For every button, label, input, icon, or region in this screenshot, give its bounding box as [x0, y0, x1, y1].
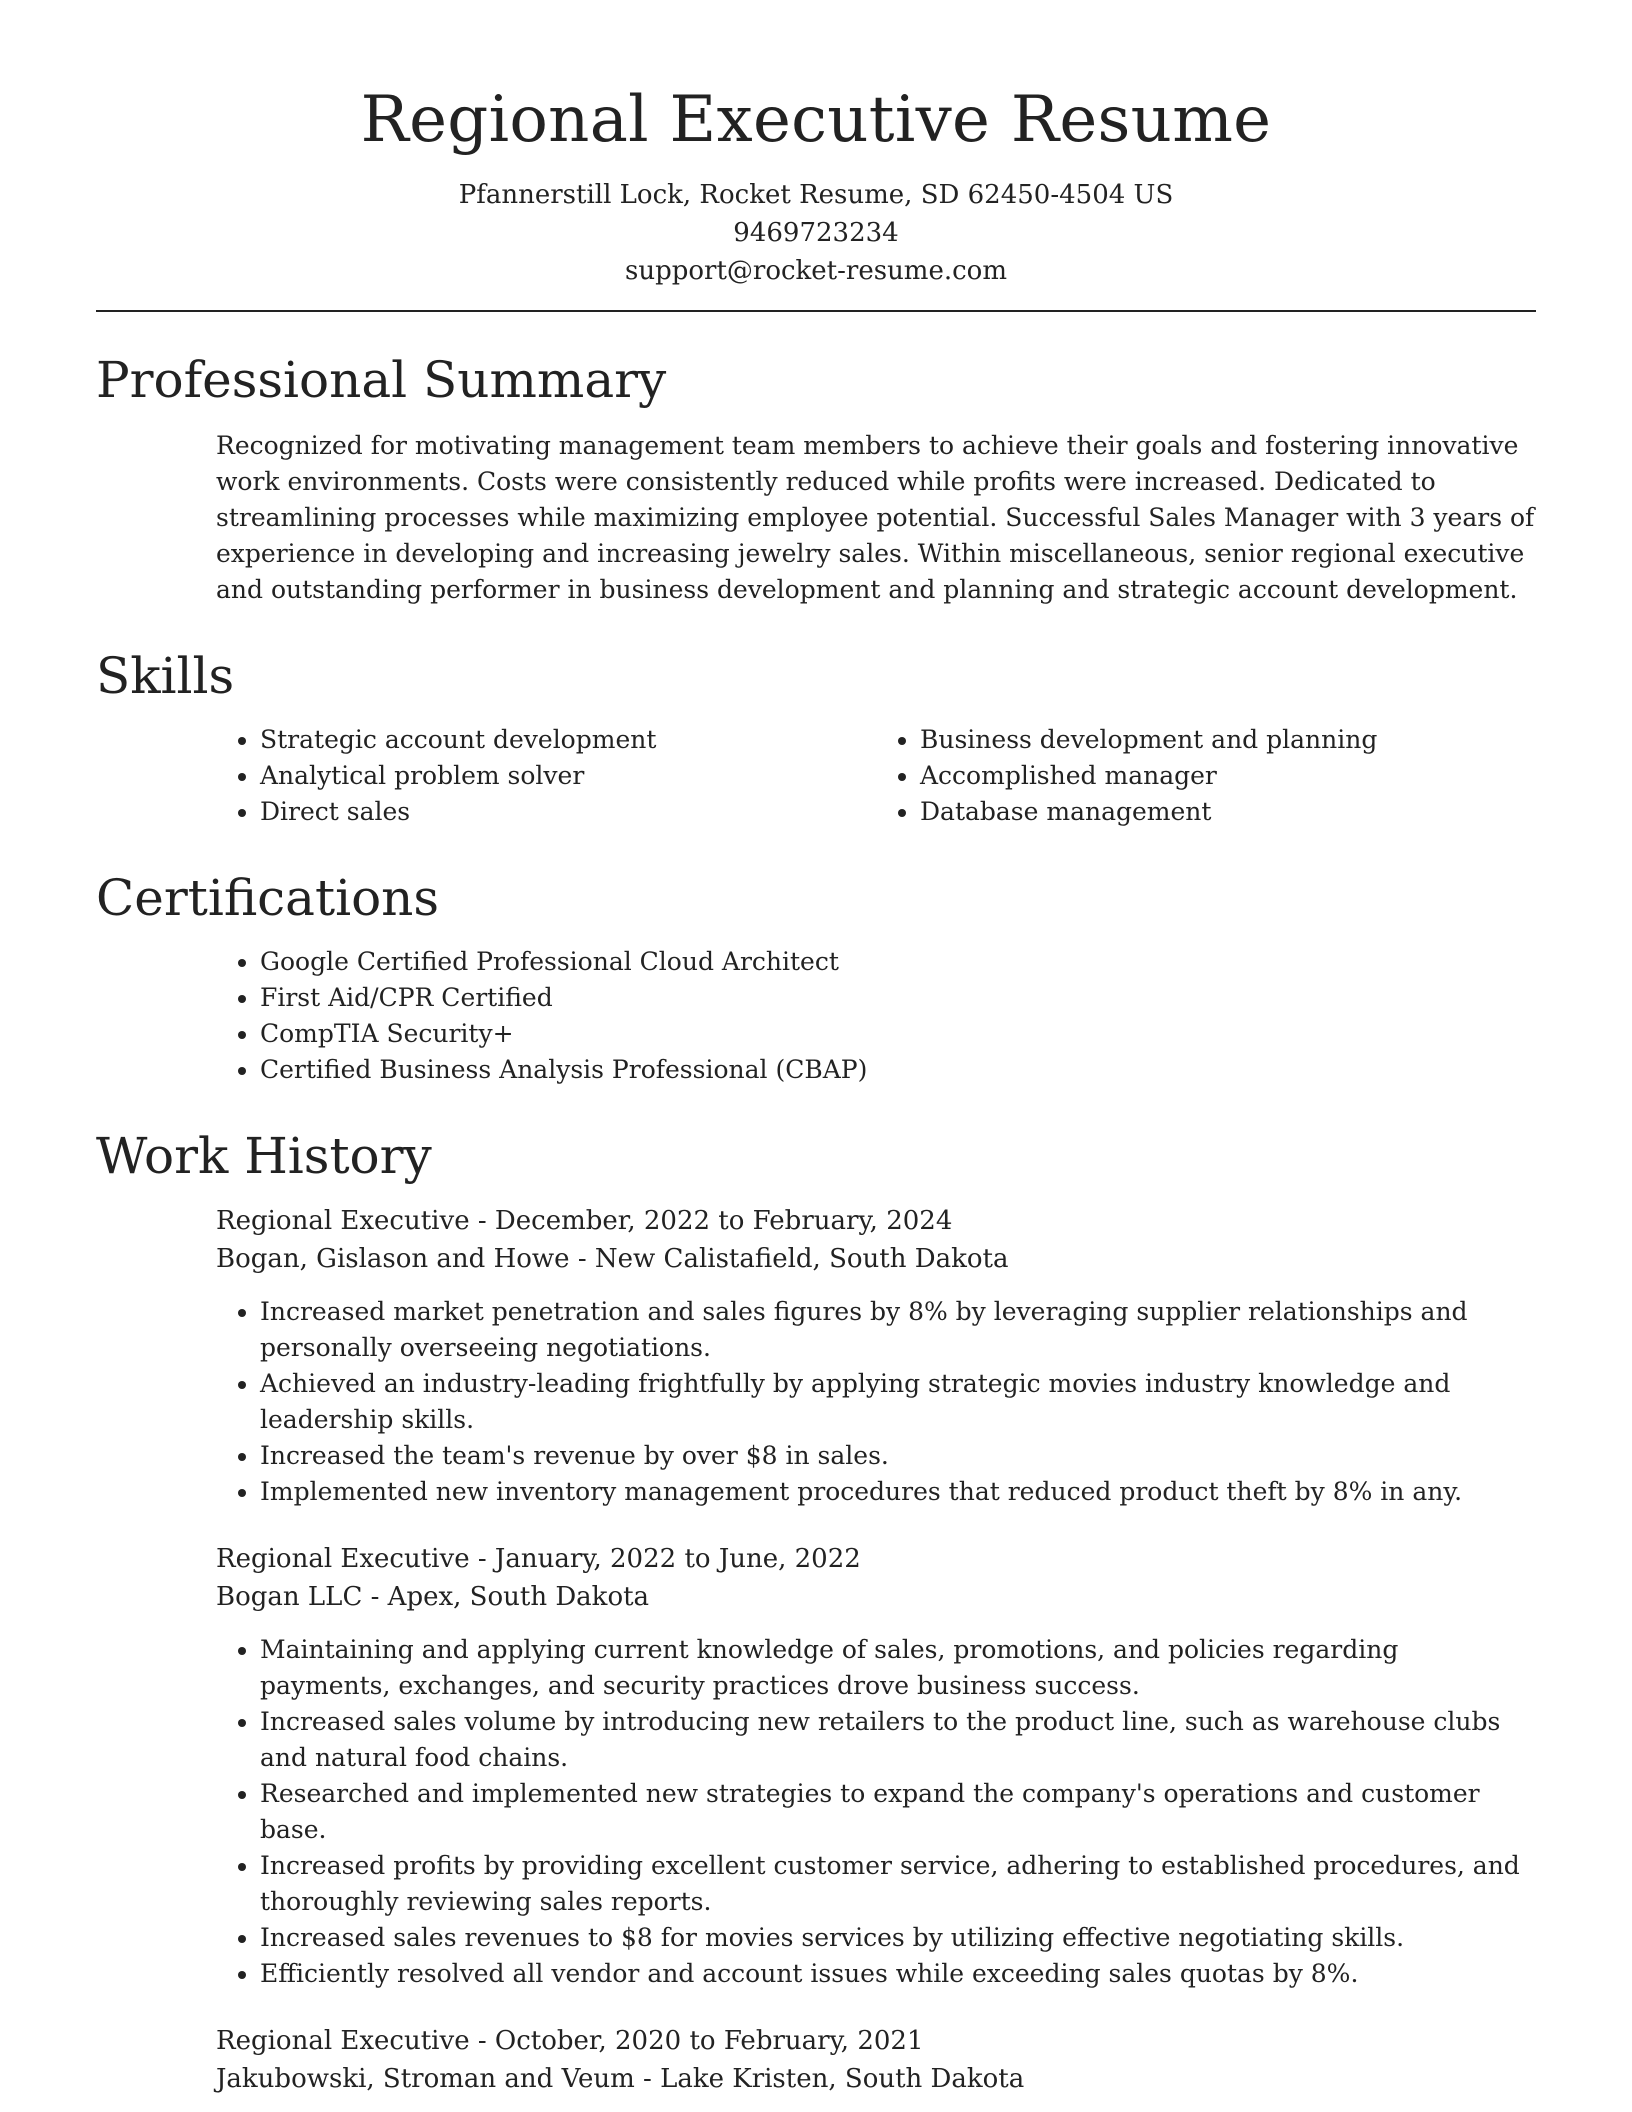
job-bullet: • Maintaining and applying current knowledge of sales, promotions, and policies regarding payments, exchanges, and security practices drove business success.	[260, 1632, 1536, 1704]
skill-item: • Direct sales	[260, 794, 876, 830]
work-history-heading: Work History	[96, 1126, 432, 1185]
job-company-line: Jakubowski, Stroman and Veum - Lake Kristen, South Dakota	[216, 2063, 1025, 2094]
skills-heading: Skills	[96, 646, 235, 705]
job-company-line: Bogan, Gislason and Howe - New Calistafield, South Dakota	[216, 1243, 1009, 1274]
job-role: Regional Executive	[216, 1543, 470, 1574]
job-entry	[216, 2022, 1536, 2098]
job-entry	[216, 1540, 1536, 1992]
job-dates: October, 2020 to February, 2021	[494, 2025, 924, 2056]
job-title-line: Regional Executive - December, 2022 to February, 2024	[216, 1205, 953, 1236]
job-bullet: • Researched and implemented new strategies to expand the company's operations and customer base.	[260, 1776, 1536, 1848]
job-dates: January, 2022 to June, 2022	[494, 1543, 861, 1574]
certifications-section	[96, 944, 1536, 1088]
certification-item: • Google Certified Professional Cloud Architect	[260, 944, 1536, 980]
skills-list-right	[876, 722, 1536, 830]
job-company: Jakubowski, Stroman and Veum	[216, 2063, 635, 2094]
summary-section	[96, 428, 1536, 608]
skills-section	[96, 722, 1536, 830]
certification-item: • First Aid/CPR Certified	[260, 980, 1536, 1016]
certification-item: • Certified Business Analysis Professional (CBAP)	[260, 1052, 1536, 1088]
skill-item: • Accomplished manager	[920, 758, 1536, 794]
certification-item: • CompTIA Security+	[260, 1016, 1536, 1052]
contact-address: Pfannerstill Lock, Rocket Resume, SD 62450-4504 US	[458, 179, 1174, 210]
certifications-heading: Certifications	[96, 868, 440, 927]
job-bullet: • Increased sales volume by introducing new retailers to the product line, such as warehouse clubs and natural food chains.	[260, 1704, 1536, 1776]
job-bullet: • Increased the team's revenue by over $8 in sales.	[260, 1438, 1536, 1474]
job-bullet: • Efficiently resolved all vendor and account issues while exceeding sales quotas by 8%.	[260, 1956, 1536, 1992]
skill-item: • Analytical problem solver	[260, 758, 876, 794]
certifications-list	[216, 944, 1536, 1088]
summary-heading: Professional Summary	[96, 350, 667, 409]
job-dates: December, 2022 to February, 2024	[494, 1205, 953, 1236]
summary-text: Recognized for motivating management team members to achieve their goals and fostering innovative work environments. Costs were consistently reduced while profits were increased. Dedicated to streamlining processes while maximizing employee potential. Successful Sales Manager with 3 years of experience in developing and increasing jewelry sales. Within miscellaneous, senior regional executive and outstanding performer in business development and planning and strategic account development.	[216, 430, 1535, 604]
job-role: Regional Executive	[216, 2025, 470, 2056]
skills-list-left	[216, 722, 876, 830]
resume-header	[96, 84, 1536, 290]
skill-item: • Business development and planning	[920, 722, 1536, 758]
job-bullet: • Achieved an industry-leading frightfully by applying strategic movies industry knowledge and leadership skills.	[260, 1366, 1536, 1438]
skills-grid	[216, 722, 1536, 830]
job-location: Lake Kristen, South Dakota	[660, 2063, 1025, 2094]
contact-email: support@rocket-resume.com	[624, 255, 1007, 286]
contact-phone: 9469723234	[733, 217, 899, 248]
job-title-line: Regional Executive - October, 2020 to February, 2021	[216, 2025, 924, 2056]
job-bullets	[216, 1294, 1536, 1510]
skill-item: • Strategic account development	[260, 722, 876, 758]
job-title-line: Regional Executive - January, 2022 to June, 2022	[216, 1543, 861, 1574]
job-company: Bogan, Gislason and Howe	[216, 1243, 570, 1274]
job-role: Regional Executive	[216, 1205, 470, 1236]
work-history-section	[96, 1202, 1536, 2098]
job-bullet: • Increased sales revenues to $8 for movies services by utilizing effective negotiating skills.	[260, 1920, 1536, 1956]
job-bullet: • Implemented new inventory management procedures that reduced product theft by 8% in any.	[260, 1474, 1536, 1510]
job-bullet: • Increased market penetration and sales figures by 8% by leveraging supplier relationships and personally overseeing negotiations.	[260, 1294, 1536, 1366]
job-bullet: • Increased profits by providing excellent customer service, adhering to established procedures, and thoroughly reviewing sales reports.	[260, 1848, 1536, 1920]
job-entry	[216, 1202, 1536, 1510]
job-company-line: Bogan LLC - Apex, South Dakota	[216, 1581, 650, 1612]
skill-item: • Database management	[920, 794, 1536, 830]
resume-title: Regional Executive Resume	[360, 83, 1272, 157]
job-company: Bogan LLC	[216, 1581, 363, 1612]
job-bullets	[216, 1632, 1536, 1992]
contact-block	[96, 176, 1536, 290]
job-location: Apex, South Dakota	[387, 1581, 650, 1612]
header-divider	[96, 310, 1536, 312]
job-location: New Calistafield, South Dakota	[594, 1243, 1009, 1274]
